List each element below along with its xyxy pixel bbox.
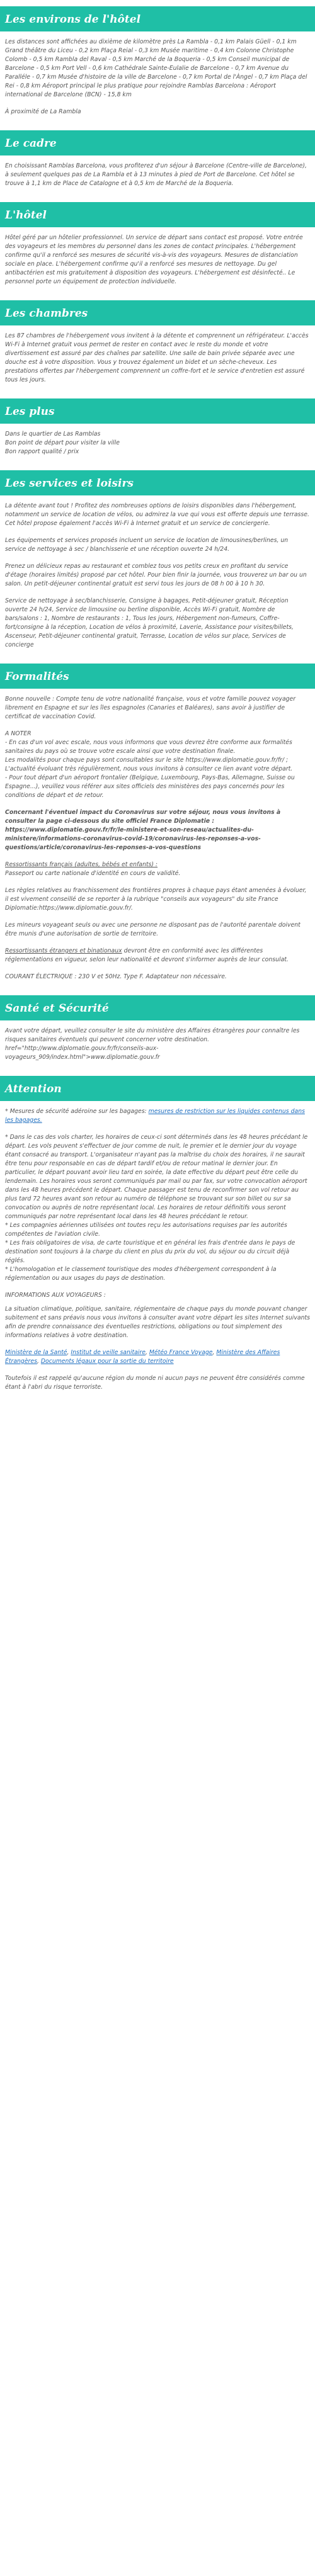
courant-text: COURANT ÉLECTRIQUE : 230 V et 50Hz. Type F. Adaptateur non nécessaire. bbox=[5, 973, 227, 980]
cadre-text: En choisissant Ramblas Barcelona, vous profiterez d'un séjour à Barcelone (Centre-ville de Barcelone), à seulement quelques pas de La Rambla et à 13 minutes à pied de Port de Barcelone. Cet hôtel se trouve à 1,1 km de Place de Catalogne et à 0,5 km de Marché de la Boqueria. bbox=[5, 162, 307, 187]
section-title: Les environs de l'hôtel bbox=[0, 6, 315, 31]
services-text: La détente avant tout ! Profitez des nombreuses options de loisirs disponibles dans l'hébergement, notamment un service de location de vélos, ou admirez la vue qui vous est offerte depuis une terrasse. Cet hôtel propose également l'accès Wi-Fi à Internet gratuit et un service de conciergerie. bbox=[5, 502, 309, 527]
section-title: L'hôtel bbox=[0, 202, 315, 227]
hotel-text: Hôtel géré par un hôtelier professionnel. Un service de départ sans contact est proposé. Votre entrée des voyageurs et les membres du personnel dans les zones de contact principales. L'hébergement confirme qu'il a renforcé ses mesures de sécurité vis-à-vis des voyageurs. Mesures de distanciation sociale en place. L'hébergement confirme qu'il a renforcé ses mesures de nettoyage. Du gel antibactérien est mis gratuitement à disposition des voyageurs. L'hébergement est désinfecté.. Le personnel porte un équipement de protection individuelle. bbox=[5, 234, 303, 285]
regles-text: Les règles relatives au franchissement des frontières propres à chaque pays étant amenées à évoluer, il est vivement conseillé de se reporter à la rubrique "conseils aux voyageurs" du site France Diplomatie:https://www.diplomatie.gouv.fr/. bbox=[5, 887, 307, 912]
section-cadre bbox=[0, 124, 315, 196]
coronavirus-notice: Concernant l'éventuel impact du Coronavirus sur votre séjour, nous vous invitons à consulter la page ci-dessous du site officiel France Diplomatie : https://www.diplomatie.gouv.fr/fr/le-ministere-et-son-reseau/actualites-du-ministere/informations-coronavirus-covid-19/coronavirus-les-reponses-a-vos-questions/article/coronavirus-les-reponses-a-vos-questions bbox=[5, 809, 281, 851]
section-chambres bbox=[0, 294, 315, 392]
link-meteo-france[interactable]: Météo France Voyage bbox=[149, 1349, 213, 1356]
link-documents-legaux[interactable]: Documents légaux pour la sortie du territoire bbox=[40, 1358, 174, 1365]
ressortissants-text: Passeport ou carte nationale d'identité en cours de validité. bbox=[5, 870, 181, 877]
section-title: Les services et loisirs bbox=[0, 470, 315, 495]
section-title: Les plus bbox=[0, 398, 315, 424]
sante-text: Avant votre départ, veuillez consulter le site du ministère des Affaires étrangères pour connaître les risques sanitaires éventuels qui peuvent concerner votre destination. href="http://www.diplomatie.gouv.fr/fr/conseils-aux-voyageurs_909/index.html">www.diplomatie.gouv.fr bbox=[5, 1027, 300, 1061]
plus-line: Bon rapport qualité / prix bbox=[5, 448, 79, 455]
environs-distances: Les distances sont affichées au dixième de kilomètre près La Rambla - 0,1 km Palais Güell - 0,1 km Grand théâtre du Liceu - 0,2 km Plaça Reial - 0,3 km Musée maritime - 0,4 km Colonne Christophe Colomb - 0,5 km Rambla del Raval - 0,5 km Marché de la Boqueria - 0,5 km Conseil municipal de Barcelone - 0,5 km Port Vell - 0,6 km Cathédrale Sainte-Eulalie de Barcelone - 0,7 km Avenue du Paralléle - 0,7 km Musée d'histoire de la ville de Barcelone - 0,7 km Portal de l'Àngel - 0,7 km Plaça del Rei - 0,8 km Aéroport principal le plus pratique pour rejoindre Ramblas Barcelona : Aéroport international de Barcelone (BCN) - 15,8 km bbox=[5, 38, 307, 98]
services-list: Service de nettoyage à sec/blanchisserie, Consigne à bagages, Petit-déjeuner gratuit, Réception ouverte 24 h/24, Service de limousine ou berline disponible, Accès Wi-Fi gratuit, Nombre de bars/salons : 1, Nombre de restaurants : 1, Tous les jours, Hébergement non-fumeurs, Coffre-fort/consigne à la réception, Location de vélos à proximité, Laverie, Assistance pour visites/billets, Ascenseur, Petit-déjeuner continental gratuit, Terrasse, Location de vélos sur place, Services de concierge bbox=[5, 597, 294, 648]
plus-line: Bon point de départ pour visiter la ville bbox=[5, 439, 120, 446]
section-attention: Attention * Mesures de sécurité adéroine sur les bagages: mesures de restriction sur les liquides contenus dans les bagages. * Dans le cas des vols charter, les horaires de ceux-ci sont déterminés dans les 48 heures précédant le départ. Les vols peuvent s'effectuer de jour comme de nuit, le premier et le dernier jour du voyage étant consacré au transport. L'organisateur n'ayant pas la maîtrise du choix des horaires, il ne saurait être tenu pour responsable en cas de départ tardif et/ou de retour matinal le dernier jour. En particulier, le départ pouvant avoir lieu tard en soirée, la date effective du départ peut être celle du lendemain. Les horaires vous seront communiqués par mail ou par fax, sur votre convocation aéroport dans les 48 heures précédent le départ. Chaque passager est tenu de reconfirmer son vol retour au plus tard 72 heures avant son retour au numéro de téléphone se trouvant sur son billet ou sur sa convocation ou auprès de notre représentant local. Les horaires de retour définitifs vous seront communiqués par notre représentant local dans les 48 heures précédant le retour. * Les compagnies aériennes utilisées ont toutes reçu les autorisations requises par les autorités compétentes de l'aviation civile. * Les frais obligatoires de visa, de carte touristique et en général les frais d'entrée dans le pays de destination sont toujours à la charge du client en plus du prix du vol, du séjour ou du circuit déjà réglés. * L'homologation et le classement touristique des modes d'hébergement correspondent à la réglementation ou aux usages du pays de destination. INFORMATIONS AUX VOYAGEURS : La situation climatique, politique, sanitaire, réglementaire de chaque pays du monde pouvant changer subitement et sans préavis nous vous invitons à consulter avant votre départ les sites Internet suivants afin de prendre connaissance des éventuelles restrictions, obligations ou tout simplement des informations relatives à votre destination. Ministère de la Santé, Institut de veille sanitaire, Météo France Voyage, Ministère des Affaires Étrangères, Documents légaux pour la sortie du territoire Toutefois il est rappelé qu'aucune région du monde ni aucun pays ne peuvent être considérés comme étant à l'abri du risque terroriste. bbox=[0, 1070, 315, 1399]
anoter-heading: A NOTER bbox=[5, 730, 32, 737]
section-title: Le cadre bbox=[0, 130, 315, 155]
link-ministere-sante[interactable]: Ministère de la Santé bbox=[5, 1349, 67, 1356]
link-affaires-etrangeres[interactable]: Ministère des Affaires Étrangères bbox=[5, 1349, 280, 1365]
section-title: Formalités bbox=[0, 664, 315, 689]
info-heading: INFORMATIONS AUX VOYAGEURS : bbox=[5, 1292, 106, 1299]
anoter-text: - En cas d'un vol avec escale, nous vous informons que vous devrez être conforme aux formalités sanitaires du pays où se trouve votre escale ainsi que votre destination finale. Les modalités pour chaque pays sont consultables sur le site https://www.diplomatie.gouv.fr/fr/ ; L'actualité évoluant très régulièrement, nous vous invitons à consulter ce lien avant votre départ. - Pour tout départ d'un aéroport frontalier (Belgique, Luxembourg, Pays-Bas, Allemagne, Suisse ou Espagne...), veuillez vous référer aux sites officiels des ministères des pays concernés pour les conditions de départ et de retour. bbox=[5, 739, 295, 799]
chambres-text: Les 87 chambres de l'hébergement vous invitent à la détente et comprennent un réfrigérateur. L'accès Wi-Fi à Internet gratuit vous permet de rester en contact avec le reste du monde et votre divertissement est assuré par des chaînes par satellite. Une salle de bain privée séparée avec une douche est à votre disposition. Vous y trouvez également un bidet et un sèche-cheveux. Les prestations offertes par l'hébergement comprennent un coffre-fort et le service d'entretien est assuré tous les jours. bbox=[5, 332, 309, 383]
plus-line: Dans le quartier de Las Ramblas bbox=[5, 431, 101, 438]
bagages-text: * Mesures de sécurité adéroine sur les bagages: bbox=[5, 1108, 149, 1115]
ressortissants-heading: Ressortissants français (adultes, bébés et enfants) : bbox=[5, 861, 158, 868]
etrangers-heading: Ressortissants étrangers et binationaux bbox=[5, 947, 122, 954]
formalites-intro: Bonne nouvelle : Compte tenu de votre nationalité française, vous et votre famille pouvez voyager librement en Espagne et sur les îles espagnoles (Canaries et Baléares), sans avoir à justifier de certificat de vaccination Covid. bbox=[5, 696, 296, 720]
services-text: Les équipements et services proposés incluent un service de location de limousines/berlines, un service de nettoyage à sec / blanchisserie et une réception ouverte 24 h/24. bbox=[5, 537, 289, 553]
section-sante bbox=[0, 989, 315, 1070]
environs-proximity: À proximité de La Rambla bbox=[5, 108, 81, 115]
section-plus bbox=[0, 392, 315, 464]
section-title: Les chambres bbox=[0, 300, 315, 325]
section-title: Attention bbox=[0, 1076, 315, 1101]
info-text: La situation climatique, politique, sanitaire, réglementaire de chaque pays du monde pouvant changer subitement et sans préavis nous vous invitons à consulter avant votre départ les sites Internet suivants afin de prendre connaissance des éventuelles restrictions, obligations ou tout simplement des informations relatives à votre destination. bbox=[5, 1306, 310, 1339]
vols-text: * Dans le cas des vols charter, les horaires de ceux-ci sont déterminés dans les 48 heures précédant le départ. Les vols peuvent s'effectuer de jour comme de nuit, le premier et le dernier jour du voyage étant consacré au transport. L'organisateur n'ayant pas la maîtrise du choix des horaires, il ne saurait être tenu pour responsable en cas de départ tardif et/ou de retour matinal le dernier jour. En particulier, le départ pouvant avoir lieu tard en soirée, la date effective du départ peut être celle du lendemain. Les horaires vous seront communiqués par mail ou par fax, sur votre convocation aéroport dans les 48 heures précédent le départ. Chaque passager est tenu de reconfirmer son vol retour au plus tard 72 heures avant son retour au numéro de téléphone se trouvant sur son billet ou sur sa convocation ou auprès de notre représentant local. Les horaires de retour définitifs vous seront communiqués par notre représentant local dans les 48 heures précédant le retour. * Les compagnies aériennes utilisées ont toutes reçu les autorisations requises par les autorités compétentes de l'aviation civile. * Les frais obligatoires de visa, de carte touristique et en général les frais d'entrée dans le pays de destination sont toujours à la charge du client en plus du prix du vol, du séjour ou du circuit déjà réglés. * L'homologation et le classement touristique des modes d'hébergement correspondent à la réglementation ou aux usages du pays de destination. bbox=[5, 1134, 308, 1282]
section-title: Santé et Sécurité bbox=[0, 995, 315, 1020]
etrangers-text: devront être en conformité avec les différentes réglementations en vigueur, selon leur nationalité et devront s'informer auprès de leur consulat. bbox=[5, 947, 289, 963]
section-environs bbox=[0, 0, 315, 124]
bagages-link[interactable]: mesures de restriction sur les liquides contenus dans les bagages. bbox=[5, 1108, 305, 1124]
mineurs-text: Les mineurs voyageant seuls ou avec une personne ne disposant pas de l'autorité parentale doivent être munis d'une autorisation de sortie de territoire. bbox=[5, 922, 301, 937]
section-hotel bbox=[0, 196, 315, 294]
services-text: Prenez un délicieux repas au restaurant et comblez tous vos petits creux en profitant du service d'étage (horaires limités) proposé par cet hôtel. Pour bien finir la journée, vous trouverez un bar ou un salon. Un petit-déjeuner continental gratuit est servi tous les jours de 08 h 00 à 10 h 30. bbox=[5, 563, 307, 587]
final-text: Toutefois il est rappelé qu'aucune région du monde ni aucun pays ne peuvent être considérés comme étant à l'abri du risque terroriste. bbox=[5, 1375, 305, 1391]
section-formalites bbox=[0, 657, 315, 989]
link-veille-sanitaire[interactable]: Institut de veille sanitaire bbox=[71, 1349, 146, 1356]
section-services bbox=[0, 464, 315, 657]
